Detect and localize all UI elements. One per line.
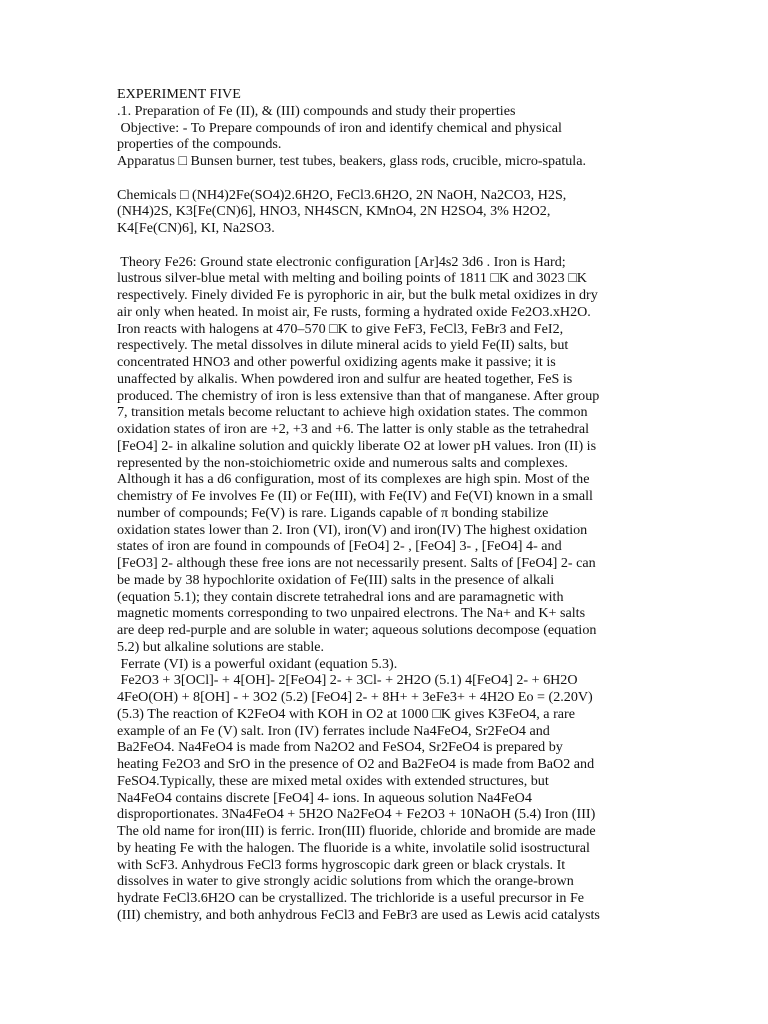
text-line: states of iron are found in compounds of [FeO4] 2- , [FeO4] 3- , [FeO4] 4- and — [117, 538, 562, 555]
text-line: magnetic moments corresponding to two unpaired electrons. The Na+ and K+ salts — [117, 605, 586, 622]
text-line: disproportionates. 3Na4FeO4 + 5H2O Na2FeO4 + Fe2O3 + 10NaOH (5.4) Iron (III) — [117, 806, 596, 823]
text-line: unaffected by alkalis. When powdered iron and sulfur are heated together, FeS is — [117, 370, 573, 387]
text-line: (5.3) The reaction of K2FeO4 with KOH in O2 at 1000 □K gives K3FeO4, a rare — [117, 705, 575, 722]
text-line: (NH4)2S, K3[Fe(CN)6], HNO3, NH4SCN, KMnO4, 2N H2SO4, 3% H2O2, — [117, 203, 551, 220]
text-line: Ferrate (VI) is a powerful oxidant (equation 5.3). — [117, 655, 398, 672]
text-line: number of compounds; Fe(V) is rare. Ligands capable of π bonding stabilize — [117, 504, 549, 521]
theory-block — [117, 254, 657, 924]
text-line: K4[Fe(CN)6], KI, Na2SO3. — [117, 220, 275, 236]
text-line: [FeO3] 2- although these free ions are not necessarily present. Salts of [FeO4] 2- can — [117, 555, 596, 571]
text-line: oxidation states lower than 2. Iron (VI), iron(V) and iron(IV) The highest oxidation — [117, 521, 588, 538]
text-line: .1. Preparation of Fe (II), & (III) compounds and study their properties — [117, 102, 516, 119]
text-line: Although it has a d6 configuration, most of its complexes are high spin. Most of the — [117, 471, 590, 488]
text-line: chemistry of Fe involves Fe (II) or Fe(III), with Fe(IV) and Fe(VI) known in a small — [117, 488, 593, 504]
text-line: respectively. Finely divided Fe is pyrophoric in air, but the bulk metal oxidizes in dry — [117, 287, 598, 303]
text-line: air only when heated. In moist air, Fe rusts, forming a hydrated oxide Fe2O3.xH2O. — [117, 303, 591, 320]
chemicals-block — [117, 187, 657, 237]
text-line: Na4FeO4 contains discrete [FeO4] 4- ions. In aqueous solution Na4FeO4 — [117, 789, 532, 806]
text-line: 4FeO(OH) + 8[OH] - + 3O2 (5.2) [FeO4] 2- + 8H+ + 3eFe3+ + 4H2O Eo = (2.20V) — [117, 689, 593, 705]
text-line: oxidation states of iron are +2, +3 and +6. The latter is only stable as the tetrahedral — [117, 421, 590, 437]
text-line: (III) chemistry, and both anhydrous FeCl3 and FeBr3 are used as Lewis acid catalysts — [117, 906, 600, 923]
text-line: Apparatus □ Bunsen burner, test tubes, beakers, glass rods, crucible, micro-spatula. — [117, 153, 587, 169]
text-line: by heating Fe with the halogen. The fluoride is a white, involatile solid isostructural — [117, 839, 590, 856]
text-line: example of an Fe (V) salt. Iron (IV) ferrates include Na4FeO4, Sr2FeO4 and — [117, 722, 550, 739]
text-line: properties of the compounds. — [117, 136, 282, 153]
text-line: Ba2FeO4. Na4FeO4 is made from Na2O2 and FeSO4, Sr2FeO4 is prepared by — [117, 739, 563, 756]
text-line: be made by 38 hypochlorite oxidation of Fe(III) salts in the presence of alkali — [117, 571, 555, 588]
text-line: with ScF3. Anhydrous FeCl3 forms hygroscopic dark green or black crystals. It — [117, 856, 566, 873]
text-line: lustrous silver-blue metal with melting and boiling points of 1811 □K and 3023 □K — [117, 270, 587, 287]
text-line: are deep red-purple and are soluble in water; aqueous solutions decompose (equation — [117, 622, 597, 638]
heading-block — [117, 86, 657, 170]
text-line: dissolves in water to give strongly acidic solutions from which the orange-brown — [117, 873, 574, 890]
text-line: The old name for iron(III) is ferric. Iron(III) fluoride, chloride and bromide are made — [117, 823, 596, 839]
text-line: Chemicals □ (NH4)2Fe(SO4)2.6H2O, FeCl3.6H2O, 2N NaOH, Na2CO3, H2S, — [117, 186, 567, 203]
paragraph-gap — [117, 237, 657, 254]
text-line: 5.2) but alkaline solutions are stable. — [117, 638, 325, 655]
text-line: EXPERIMENT FIVE — [117, 86, 241, 102]
text-line: Theory Fe26: Ground state electronic configuration [Ar]4s2 3d6 . Iron is Hard; — [117, 253, 566, 270]
text-line: hydrate FeCl3.6H2O can be crystallized. The trichloride is a useful precursor in Fe — [117, 890, 585, 906]
text-line: (equation 5.1); they contain discrete tetrahedral ions and are paramagnetic with — [117, 588, 564, 605]
text-line: Iron reacts with halogens at 470–570 □K to give FeF3, FeCl3, FeBr3 and FeI2, — [117, 320, 564, 337]
text-line: heating Fe2O3 and SrO in the presence of O2 and Ba2FeO4 is made from BaO2 and — [117, 756, 595, 772]
document-page — [117, 86, 657, 924]
text-line: 7, transition metals become reluctant to achieve high oxidation states. The common — [117, 404, 588, 421]
text-line: Objective: - To Prepare compounds of iron and identify chemical and physical — [117, 119, 562, 136]
text-line: represented by the non-stoichiometric oxide and numerous salts and complexes. — [117, 454, 568, 471]
text-line: Fe2O3 + 3[OCl]- + 4[OH]- 2[FeO4] 2- + 3Cl- + 2H2O (5.1) 4[FeO4] 2- + 6H2O — [117, 672, 578, 689]
text-line: produced. The chemistry of iron is less extensive than that of manganese. After group — [117, 387, 600, 404]
text-line: FeSO4.Typically, these are mixed metal oxides with extended structures, but — [117, 772, 549, 789]
text-line: respectively. The metal dissolves in dilute mineral acids to yield Fe(II) salts, but — [117, 337, 569, 354]
text-line: [FeO4] 2- in alkaline solution and quickly liberate O2 at lower pH values. Iron (II) is — [117, 437, 597, 454]
text-line: concentrated HNO3 and other powerful oxidizing agents make it passive; it is — [117, 354, 556, 370]
paragraph-gap — [117, 170, 657, 187]
